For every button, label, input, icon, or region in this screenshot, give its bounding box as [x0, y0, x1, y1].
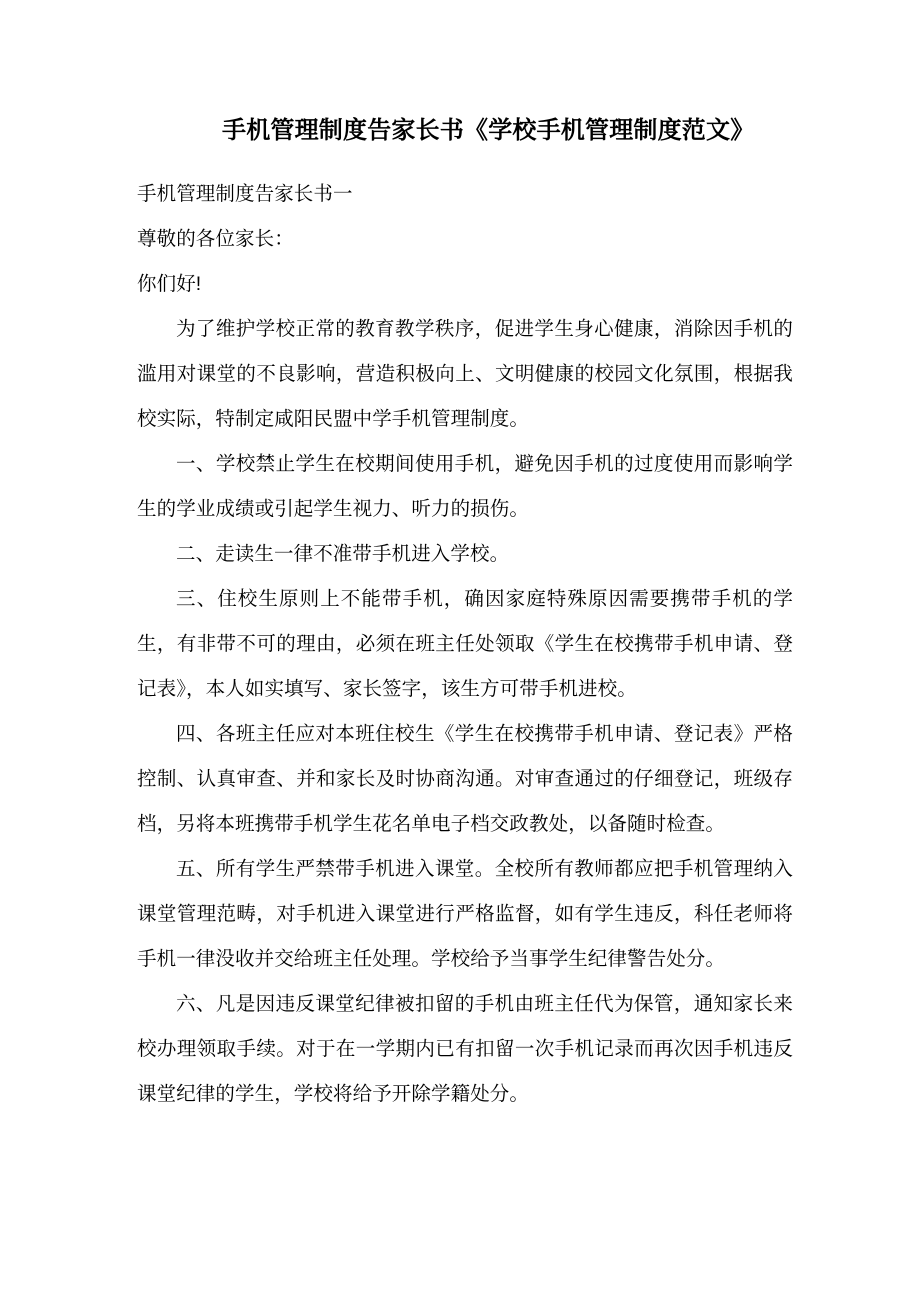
- paragraph-container: [137, 172, 793, 1117]
- page-title: 手机管理制度告家长书《学校手机管理制度范文》: [222, 117, 755, 144]
- rule-6: 六、凡是因违反课堂纪律被扣留的手机由班主任代为保管，通知家长来校办理领取手续。对于在一学期内已有扣留一次手机记录而再次因手机违反课堂纪律的学生，学校将给予开除学籍处分。: [137, 993, 793, 1105]
- document-body: [137, 108, 793, 1117]
- rule-5: 五、所有学生严禁带手机进入课堂。全校所有教师都应把手机管理纳入课堂管理范畴，对手机进入课堂进行严格监督，如有学生违反，科任老师将手机一律没收并交给班主任处理。学校给予当事学生纪律警告处分。: [137, 858, 793, 970]
- rule-2: 二、走读生一律不准带手机进入学校。: [176, 543, 510, 565]
- rule-4: 四、各班主任应对本班住校生《学生在校携带手机申请、登记表》严格控制、认真审查、并和家长及时协商沟通。对审查通过的仔细登记，班级存档，另将本班携带手机学生花名单电子档交政教处，以备随时检查。: [137, 723, 793, 835]
- greeting: 你们好!: [137, 273, 202, 295]
- rule-3: 三、住校生原则上不能带手机，确因家庭特殊原因需要携带手机的学生，有非带不可的理由，必须在班主任处领取《学生在校携带手机申请、登记表》，本人如实填写、家长签字，该生方可带手机进校。: [137, 588, 793, 700]
- salutation: 尊敬的各位家长：: [137, 228, 294, 250]
- subtitle: 手机管理制度告家长书一: [137, 183, 353, 205]
- rule-1: 一、学校禁止学生在校期间使用手机，避免因手机的过度使用而影响学生的学业成绩或引起学生视力、听力的损伤。: [137, 453, 793, 520]
- preamble: 为了维护学校正常的教育教学秩序，促进学生身心健康，消除因手机的滥用对课堂的不良影响，营造积极向上、文明健康的校园文化氛围，根据我校实际，特制定咸阳民盟中学手机管理制度。: [137, 318, 793, 430]
